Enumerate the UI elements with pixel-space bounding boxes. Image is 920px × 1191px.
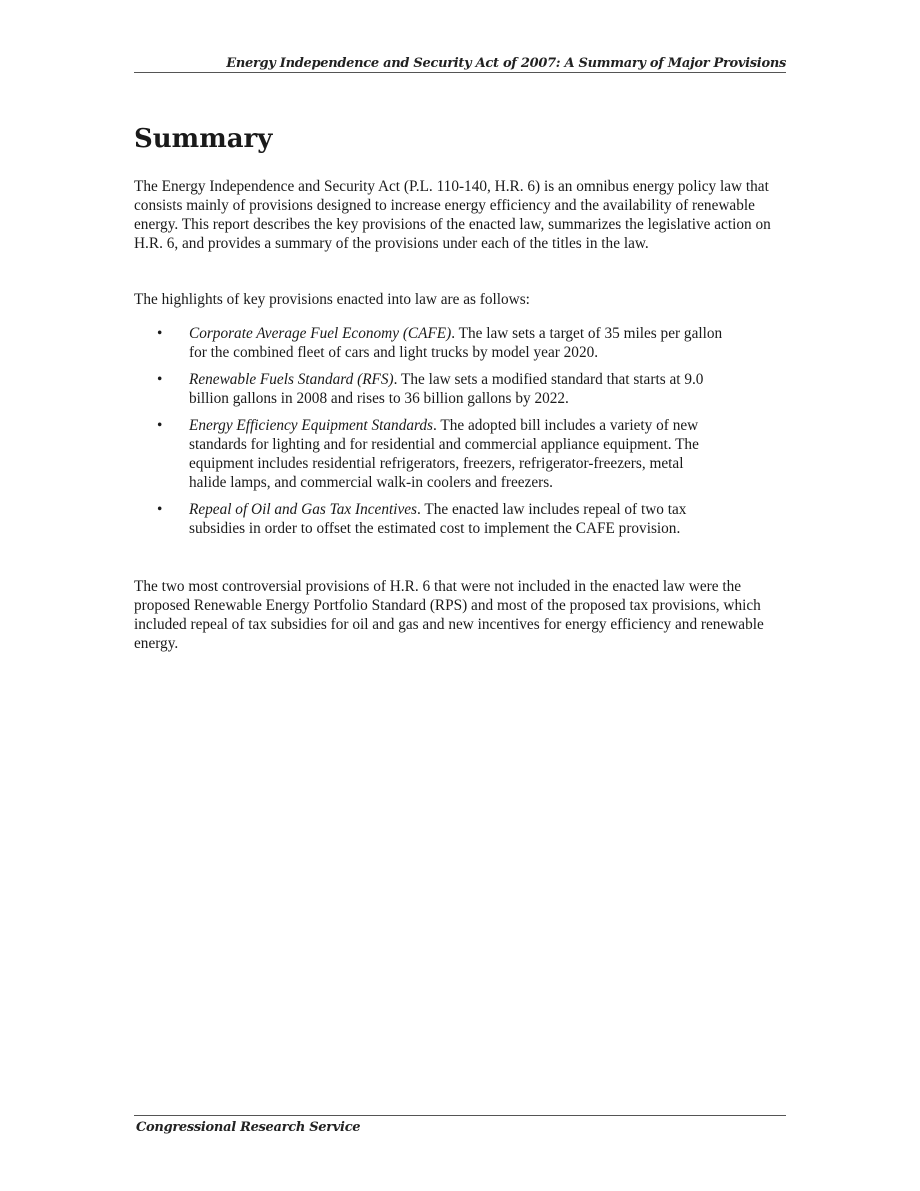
bullet-term: Corporate Average Fuel Economy (CAFE): [189, 325, 452, 342]
highlights-lead-paragraph: The highlights of key provisions enacted into law are as follows:: [134, 291, 530, 308]
closing-paragraph: The two most controversial provisions of H.R. 6 that were not included in the enacted law were the proposed Renewable Energy Portfolio Standard (RPS) and most of the proposed tax provisions, which included repeal of tax subsidies for oil and gas and new incentives for energy efficiency and renewable energy.: [134, 578, 764, 652]
bullet-text: . The adopted bill includes a variety of new standards for lighting and for residential and commercial appliance equipment. The equipment includes residential refrigerators, freezers, refrigerator-freezers, metal halide lamps, and commercial walk-in coolers and freezers.: [189, 417, 699, 491]
bullet-icon: •: [157, 325, 163, 342]
intro-paragraph: The Energy Independence and Security Act (P.L. 110-140, H.R. 6) is an omnibus energy policy law that consists mainly of provisions designed to increase energy efficiency and the availability of renewable energy. This report describes the key provisions of the enacted law, summarizes the legislative action on H.R. 6, and provides a summary of the provisions under each of the titles in the law.: [134, 178, 771, 252]
bullet-term: Energy Efficiency Equipment Standards: [189, 417, 433, 434]
bullet-text: . The enacted law includes repeal of two tax subsidies in order to offset the estimated cost to implement the CAFE provision.: [189, 501, 687, 537]
section-title: Summary: [134, 124, 273, 154]
bullet-icon: •: [157, 417, 163, 434]
footer-rule: [134, 1115, 786, 1116]
list-item: [134, 324, 784, 362]
bullet-icon: •: [157, 371, 163, 388]
bullet-text: . The law sets a target of 35 miles per gallon for the combined fleet of cars and light trucks by model year 2020.: [189, 325, 723, 361]
list-item: [134, 500, 784, 538]
bullet-term: Repeal of Oil and Gas Tax Incentives: [189, 501, 417, 518]
running-header-title: Energy Independence and Security Act of 2007: A Summary of Major Provisions: [226, 56, 786, 71]
bullet-icon: •: [157, 501, 163, 518]
list-item: [134, 370, 784, 408]
list-item: [134, 416, 784, 492]
highlights-list: [134, 324, 784, 546]
bullet-text: . The law sets a modified standard that starts at 9.0 billion gallons in 2008 and rises to 36 billion gallons by 2022.: [189, 371, 704, 407]
footer-label: Congressional Research Service: [136, 1120, 361, 1135]
header-rule: [134, 72, 786, 73]
bullet-term: Renewable Fuels Standard (RFS): [189, 371, 394, 388]
